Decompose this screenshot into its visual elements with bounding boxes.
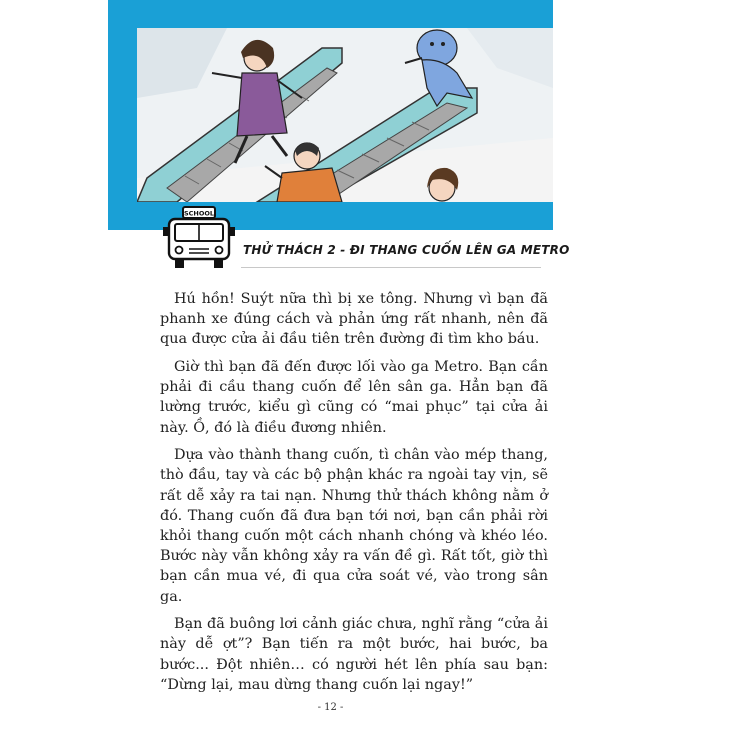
paragraph: Giờ thì bạn đã đến được lối vào ga Metro. Bạn cần phải đi cầu thang cuốn để lên sân ga. Hẳn bạn đã lường trước, kiểu gì cũng có “mai phục” tại cửa ải này. Ồ, đó là điều đương nhiên.	[160, 359, 548, 436]
body-text	[160, 289, 548, 702]
escalator-illustration	[137, 28, 553, 202]
chapter-title: THỬ THÁCH 2 - ĐI THANG CUỐN LÊN GA METRO	[243, 243, 570, 257]
book-page	[108, 0, 570, 720]
illustration-banner	[108, 0, 553, 230]
page-number: - 12 -	[317, 702, 344, 713]
bus-sign-text: SCHOOL	[183, 209, 215, 218]
escalator-scene-image	[137, 28, 553, 202]
paragraph: Hú hồn! Suýt nữa thì bị xe tông. Nhưng vì bạn đã phanh xe đúng cách và phản ứng rất nhanh, nên đã qua được cửa ải đầu tiên trên đường đi tìm kho báu.	[160, 291, 548, 348]
paragraph: Bạn đã buông lơi cảnh giác chưa, nghĩ rằng “cửa ải này dễ ợt”? Bạn tiến ra một bước, hai bước, ba bước... Đột nhiên… có người hét lên phía sau bạn: “Dừng lại, mau dừng thang cuốn lại ngay!”	[160, 616, 548, 693]
chapter-header	[163, 205, 570, 275]
title-divider	[241, 267, 541, 268]
school-bus-icon	[163, 205, 235, 271]
paragraph: Dựa vào thành thang cuốn, tì chân vào mép thang, thò đầu, tay và các bộ phận khác ra ngoài tay vịn, sẽ rất dễ xảy ra tai nạn. Nhưng thử thách không nằm ở đó. Thang cuốn đã đưa bạn tới nơi, bạn cần phải rời khỏi thang cuốn một cách nhanh chóng và khéo léo. Bước này vẫn không xảy ra vấn đề gì. Rất tốt, giờ thì bạn cần mua vé, đi qua cửa soát vé, vào trong sân ga.	[160, 447, 548, 605]
